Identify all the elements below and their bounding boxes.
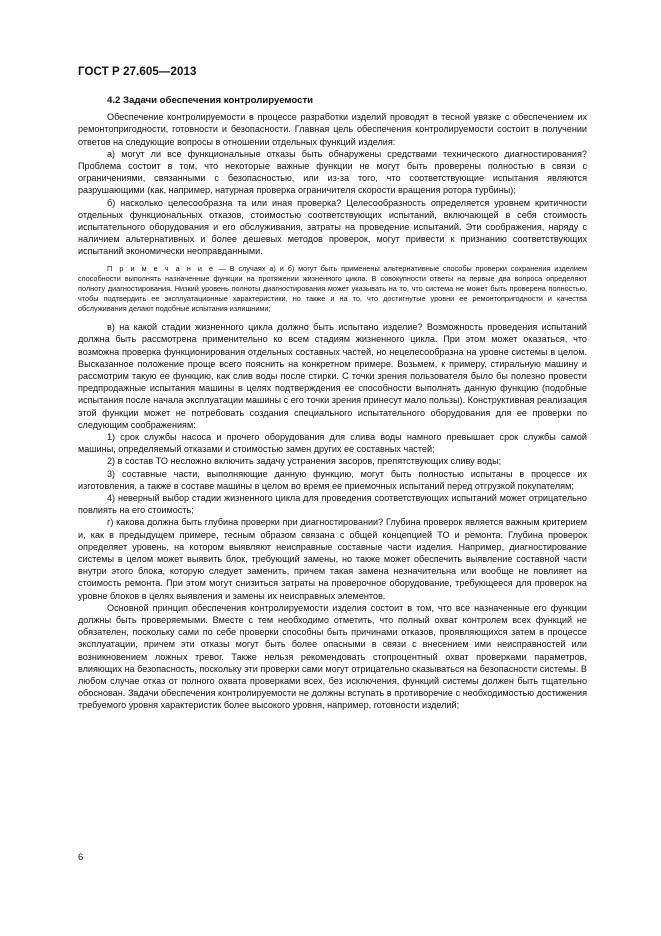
note-text: — В случаях а) и б) могут быть применены альтернативные способы проверки сохранения изделием способности выполнять назначенные функции на протяжении жизненного цикла. В совокупности ответы на первые два вопроса определяют полноту диагностирования. Низкий уровень полноты диагностирования может указывать на то, что система не может быть проверена полностью, чтобы подтвердить ее эксплуатационные характеристики, но также и на то, что достигнутые уровни ее ремонтопригодности и качества обслуживания делают подобные испытания излишними; — [78, 263, 587, 314]
page-number: 6 — [78, 852, 84, 863]
document-header: ГОСТ Р 27.605—2013 — [78, 66, 197, 78]
paragraph-item-v: в) на какой стадии жизненного цикла должно быть испытано изделие? Возможность проведения испытаний должна быть рассмотрена применительно ко всем стадиям жизненного цикла. При этом может оказаться, что возможна проверка функционирования отдельных составных частей, но нецелесообразна на уровне системы в целом. Высказанное положение проще всего пояснить на конкретном примере. Возьмем, к примеру, стиральную машину и рассмотрим такую ее функцию, как слив воды после стирки. С точки зрения пользователя было бы полезно провести предпродажные испытания машины в целях подтверждения ее способности выполнять данную функцию (подобные испытания после начала эксплуатации машины с его точки зрения принесут мало пользы). Конструктивная реализация этой функции может не потребовать создания специального испытательного оборудования для ее проверки по следующим соображениям: — [78, 322, 587, 430]
paragraph-item-a: а) могут ли все функциональные отказы быть обнаружены средствами технического диагностирования? Проблема состоит в том, что некоторые важные функции не могут быть проверены полностью в связи с ограничениями, связанными с безопасностью, или из-за того, что соответствующие испытания являются разрушающими (как, например, натурная проверка ограничителя скорости вращения ротора турбины); — [78, 148, 587, 196]
document-body — [78, 95, 587, 712]
paragraph-subitem-2: 2) в состав ТО несложно включить задачу устранения засоров, препятствующих сливу воды; — [107, 456, 502, 467]
paragraph-intro: Обеспечение контролируемости в процессе разработки изделий проводят в тесной увязке с обеспечением их ремонтопригодности, готовности и безопасности. Главная цель обеспечения контролируемости состоит в получении ответов на следующие вопросы в отношении отдельных функций изделия: — [78, 112, 587, 147]
paragraph-principle: Основной принцип обеспечения контролируемости изделия состоит в том, что все назначенные его функции должны быть проверяемыми. Вместе с тем необходимо отметить, что полный охват контролем всех функций не обязателен, поскольку сами по себе проверки способны быть причинами отказов, проявляющихся затем в процессе эксплуатации, причем эти отказы могут быть более опасными в связи с внесением ими неисправностей или возникновением ложных тревог. Также нельзя рекомендовать стопроцентный охват проверками параметров, влияющих на безопасность, поскольку эти проверки сами могут отрицательно сказываться на безопасности системы. В любом случае отказ от полного охвата проверками всех, без исключения, функций системы должен быть тщательно обоснован. Задачи обеспечения контролируемости не должны вступать в противоречие с необходимостью достижения требуемого уровня характеристик более высокого уровня, например, готовности изделий; — [78, 602, 587, 711]
note — [78, 264, 587, 314]
paragraph-subitem-4: 4) неверный выбор стадии жизненного цикла для проведения соответствующих испытаний может отрицательно повлиять на его стоимость; — [78, 492, 587, 516]
paragraph-item-b: б) насколько целесообразна та или иная проверка? Целесообразность определяется уровнем критичности отдельных функциональных отказов, стоимостью соответствующих испытаний, включающей в себя стоимость испытательного оборудования и его обслуживания, затраты на проведение испытаний. Эти соображения, наряду с наличием альтернативных и более дешевых методов проверок, могут привести к признанию соответствующих испытаний экономически неоправданными. — [78, 197, 587, 257]
paragraph-subitem-1: 1) срок службы насоса и прочего оборудования для слива воды намного превышает срок службы самой машины, определяемый отказами и стоимостью замен других ее составных частей; — [78, 431, 587, 455]
paragraph-item-g: г) какова должна быть глубина проверки при диагностировании? Глубина проверок является важным критерием и, как в предыдущем примере, тесным образом связана с общей концепцией ТО и ремонта. Глубина проверок определяет уровень, на котором выявляют неисправные составные части изделия. Например, диагностирование системы в целом может выявить блок, требующий замены, но также может обеспечить выявление составной части внутри этого блока, которую следует заменить, причем такая замена незначительна или вообще не повлияет на стоимость ремонта. При этом могут снизиться затраты на проверочное оборудование, требующееся для проверок на уровне блоков в целях выявления и замены их неисправных элементов. — [78, 517, 587, 601]
section-title: 4.2 Задачи обеспечения контролируемости — [107, 95, 314, 106]
note-label: П р и м е ч а н и е — [107, 263, 215, 273]
paragraph-subitem-3: 3) составные части, выполняющие данную функцию, могут быть полностью испытаны в процессе их изготовления, а также в составе машины в целом во время ее приемочных испытаний перед отгрузкой покупателям; — [78, 468, 587, 491]
